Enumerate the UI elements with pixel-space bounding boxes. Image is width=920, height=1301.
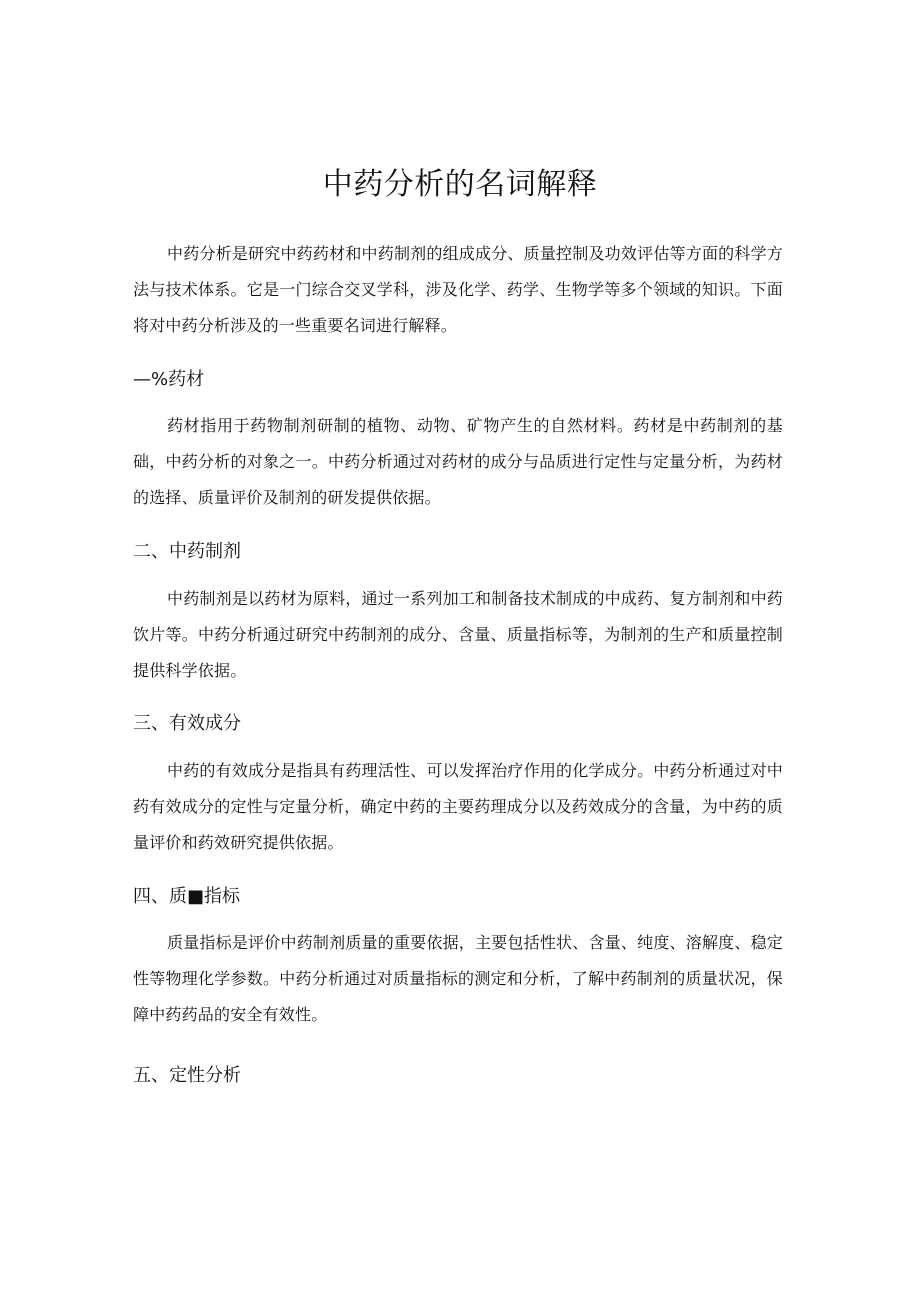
section-heading-qualitative-analysis: 五、定性分析 bbox=[133, 1065, 241, 1086]
section-heading-active-ingredients: 三、有效成分 bbox=[133, 713, 241, 734]
section-body-active-ingredients: 中药的有效成分是指具有药理活性、可以发挥治疗作用的化学成分。中药分析通过对中药有效成分的定性与定量分析，确定中药的主要药理成分以及药效成分的含量，为中药的质量评价和药效研究提供依据。 bbox=[133, 761, 783, 852]
section-body-tcm-preparations: 中药制剂是以药材为原料，通过一系列加工和制备技术制成的中成药、复方制剂和中药饮片等。中药分析通过研究中药制剂的成分、含量、质量指标等，为制剂的生产和质量控制提供科学依据。 bbox=[133, 589, 783, 680]
page-title: 中药分析的名词解释 bbox=[322, 167, 598, 202]
section-body-medicinal-materials: 药材指用于药物制剂研制的植物、动物、矿物产生的自然材料。药材是中药制剂的基础，中药分析的对象之一。中药分析通过对药材的成分与品质进行定性与定量分析，为药材的选择、质量评价及制剂的研发提供依据。 bbox=[133, 416, 783, 507]
intro-paragraph: 中药分析是研究中药药材和中药制剂的组成成分、质量控制及功效评估等方面的科学方法与技术体系。它是一门综合交叉学科，涉及化学、药学、生物学等多个领域的知识。下面将对中药分析涉及的一些重要名词进行解释。 bbox=[133, 244, 783, 335]
section-heading-quality-indicators: 四、质■指标 bbox=[133, 886, 241, 907]
section-heading-medicinal-materials: —%药材 bbox=[133, 369, 205, 390]
section-heading-tcm-preparations: 二、中药制剂 bbox=[133, 541, 241, 562]
section-body-quality-indicators: 质量指标是评价中药制剂质量的重要依据，主要包括性状、含量、纯度、溶解度、稳定性等物理化学参数。中药分析通过对质量指标的测定和分析，了解中药制剂的质量状况，保障中药药品的安全有效性。 bbox=[133, 933, 783, 1024]
